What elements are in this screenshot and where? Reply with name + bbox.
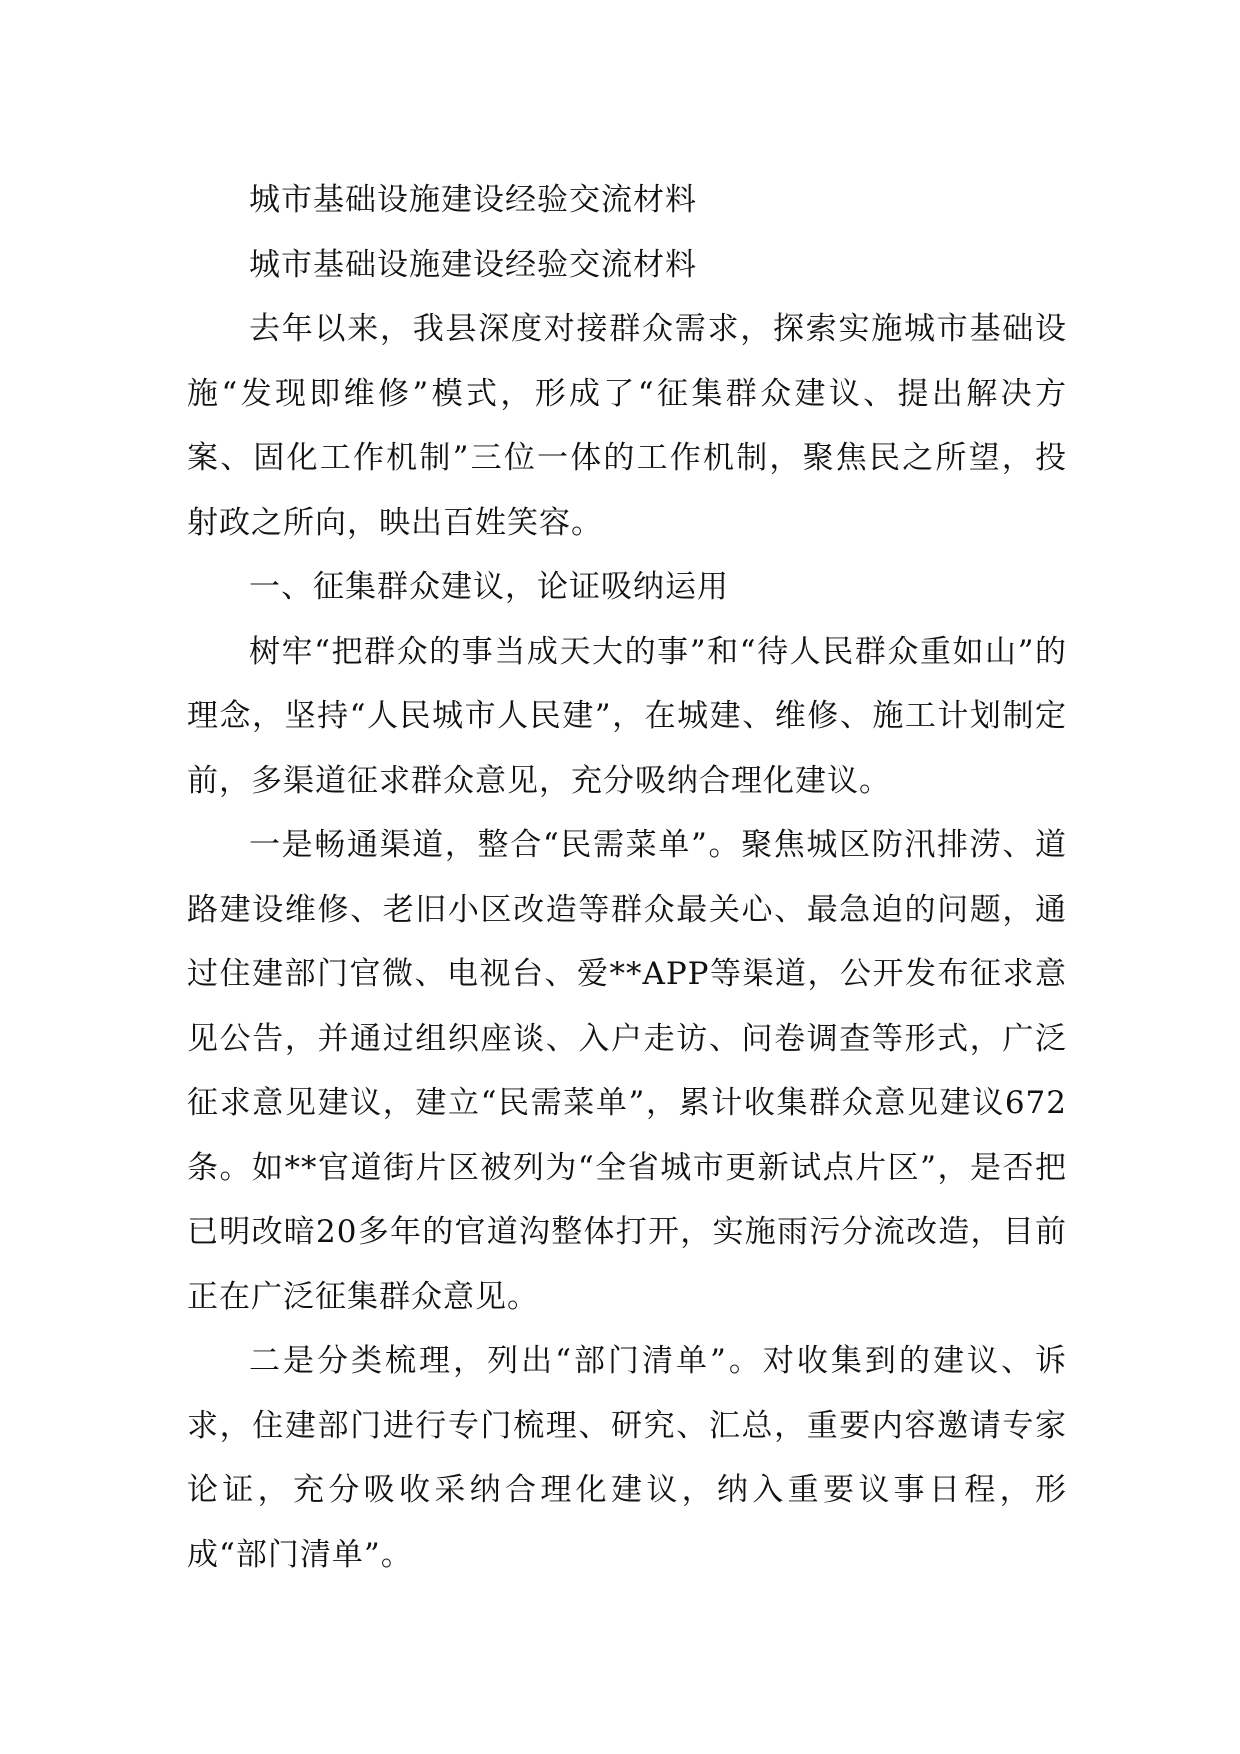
document-body xyxy=(187,168,1067,1587)
document-title: 城市基础设施建设经验交流材料 xyxy=(249,182,697,218)
body-paragraph: 树牢“把群众的事当成天大的事”和“待人民群众重如山”的理念，坚持“人民城市人民建”，在城建、维修、施工计划制定前，多渠道征求群众意见，充分吸纳合理化建议。 xyxy=(187,633,1067,799)
body-paragraph: 一是畅通渠道，整合“民需菜单”。聚焦城区防汛排涝、道路建设维修、老旧小区改造等群众最关心、最急迫的问题，通过住建部门官微、电视台、爱**APP等渠道，公开发布征求意见公告，并通过组织座谈、入户走访、问卷调查等形式，广泛征求意见建议，建立“民需菜单”，累计收集群众意见建议672条。如**官道街片区被列为“全省城市更新试点片区”，是否把已明改暗20多年的官道沟整体打开，实施雨污分流改造，目前正在广泛征集群众意见。 xyxy=(187,827,1067,1315)
section-heading: 一、征集群众建议，论证吸纳运用 xyxy=(249,569,729,605)
document-subtitle: 城市基础设施建设经验交流材料 xyxy=(249,246,697,283)
body-paragraph: 二是分类梳理，列出“部门清单”。对收集到的建议、诉求，住建部门进行专门梳理、研究、汇总，重要内容邀请专家论证，充分吸收采纳合理化建议，纳入重要议事日程，形成“部门清单”。 xyxy=(187,1343,1067,1573)
intro-paragraph: 去年以来，我县深度对接群众需求，探索实施城市基础设施“发现即维修”模式，形成了“征集群众建议、提出解决方案、固化工作机制”三位一体的工作机制，聚焦民之所望，投射政之所向，映出百姓笑容。 xyxy=(187,311,1067,541)
